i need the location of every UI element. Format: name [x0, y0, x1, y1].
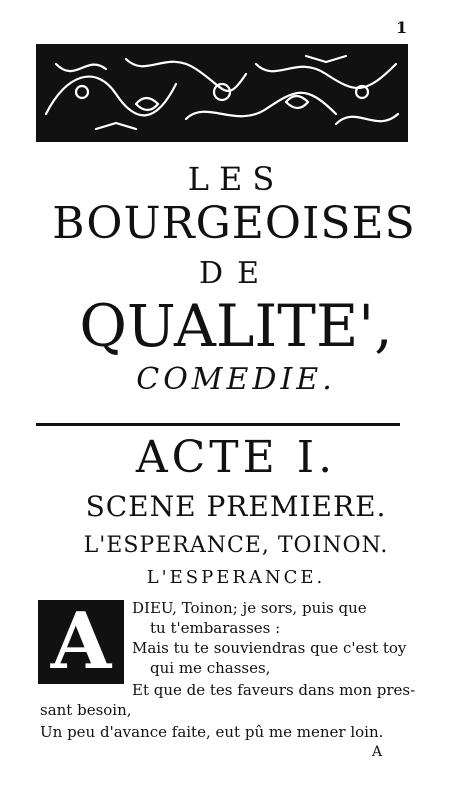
title-line-les: LES: [187, 160, 285, 198]
horizontal-rule: [36, 423, 400, 426]
drop-cap-letter: A: [50, 596, 112, 687]
verse-line: tu t'embarasses :: [150, 619, 281, 637]
speaker-name: L'ESPERANCE.: [146, 567, 326, 588]
page-number: 1: [396, 18, 408, 37]
title-line-bourgeoises: BOURGEOISES: [52, 198, 416, 249]
verse-line: qui me chasses,: [150, 659, 271, 677]
ornamental-headpiece: [36, 44, 408, 142]
verse-line: Mais tu te souviendras que c'est toy: [132, 639, 407, 657]
drop-cap: [38, 596, 124, 687]
title-line-comedie: COMEDIE.: [136, 362, 336, 397]
characters-line: L'ESPERANCE, TOINON.: [83, 533, 389, 558]
act-heading: ACTE I.: [135, 432, 337, 483]
catchword: A: [372, 744, 383, 760]
verse-line: Un peu d'avance faite, eut pû me mener loin.: [40, 723, 384, 741]
title-block: [0, 160, 472, 400]
scene-heading: SCENE PREMIERE.: [85, 490, 387, 523]
verse-line: sant besoin,: [40, 701, 132, 719]
verse-line: DIEU, Toinon; je sors, puis que: [132, 599, 367, 617]
title-line-de: DE: [199, 256, 273, 291]
title-line-qualite: QUALITE',: [79, 292, 393, 360]
verse-line: Et que de tes faveurs dans mon pres-: [132, 681, 416, 699]
